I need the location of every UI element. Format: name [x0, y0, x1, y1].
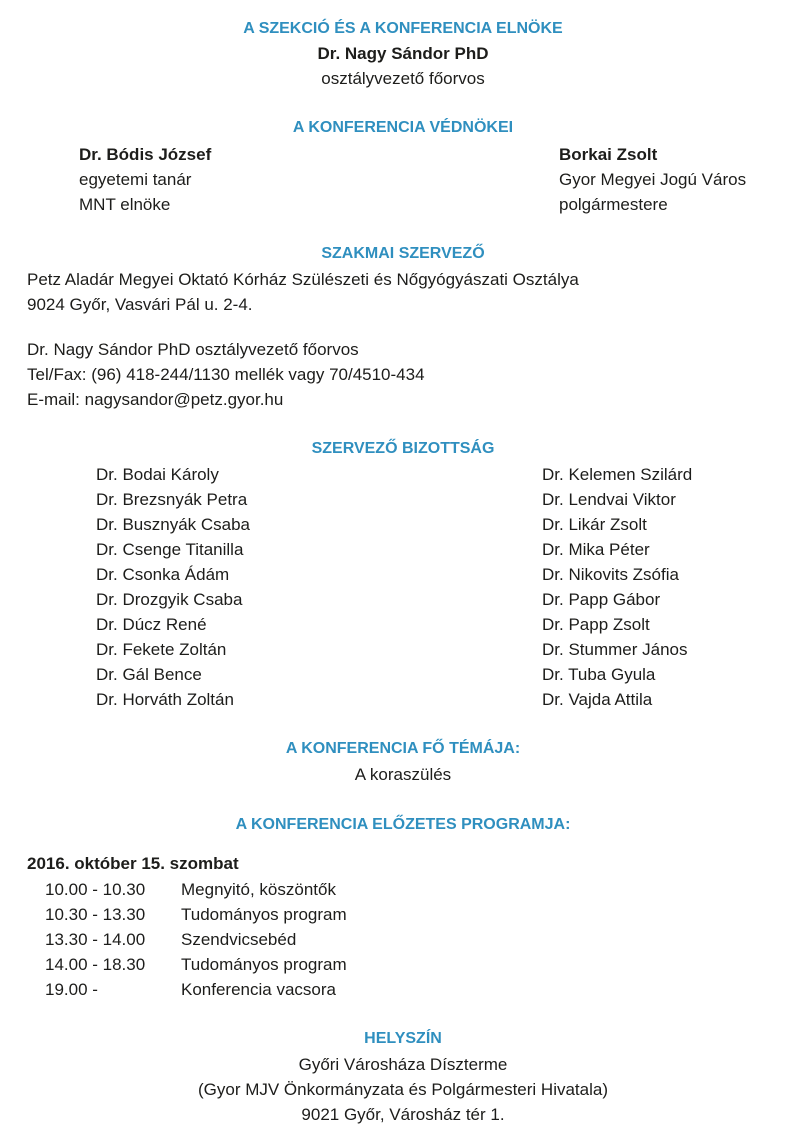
patron-right-line2: polgármestere — [559, 195, 668, 214]
committee-member: Dr. Horváth Zoltán — [96, 690, 234, 709]
organizer-email: E-mail: nagysandor@petz.gyor.hu — [27, 390, 284, 409]
program-row — [0, 956, 800, 976]
committee-member: Dr. Dúcz René — [96, 615, 207, 634]
program-time: 13.30 - 14.00 — [45, 930, 146, 949]
program-desc: Tudományos program — [181, 955, 347, 974]
theme-heading: A KONFERENCIA FŐ TÉMÁJA: — [285, 740, 521, 757]
organizer-line1: Petz Aladár Megyei Oktató Kórház Szülészeti és Nőgyógyászati Osztálya — [27, 270, 579, 289]
president-name: Dr. Nagy Sándor PhD — [317, 44, 489, 63]
committee-member: Dr. Tuba Gyula — [542, 665, 656, 684]
program-date: 2016. október 15. szombat — [27, 854, 239, 873]
patron-left-line1: egyetemi tanár — [79, 170, 192, 189]
committee-member: Dr. Csonka Ádám — [96, 565, 230, 584]
program-desc: Szendvicsebéd — [181, 930, 297, 949]
patron-left-name: Dr. Bódis József — [79, 145, 212, 164]
program-desc: Konferencia vacsora — [181, 980, 336, 999]
venue-line2: (Gyor MJV Önkormányzata és Polgármesteri Hivatala) — [197, 1080, 609, 1099]
committee-member: Dr. Lendvai Viktor — [542, 490, 676, 509]
organizer-contact-name: Dr. Nagy Sándor PhD osztályvezető főorvos — [27, 340, 359, 359]
committee-member: Dr. Papp Gábor — [542, 590, 661, 609]
committee-member: Dr. Vajda Attila — [542, 690, 653, 709]
committee-member: Dr. Mika Péter — [542, 540, 650, 559]
program-desc: Megnyitó, köszöntők — [181, 880, 336, 899]
program-row — [0, 981, 800, 1001]
venue-line1: Győri Városháza Díszterme — [298, 1055, 508, 1074]
committee-heading: SZERVEZŐ BIZOTTSÁG — [311, 440, 495, 457]
committee-member: Dr. Papp Zsolt — [542, 615, 650, 634]
committee-right-list — [542, 466, 692, 716]
program-row — [0, 881, 800, 901]
committee-member: Dr. Brezsnyák Petra — [96, 490, 248, 509]
program-desc: Tudományos program — [181, 905, 347, 924]
program-time: 10.30 - 13.30 — [45, 905, 146, 924]
committee-member: Dr. Drozgyik Csaba — [96, 590, 243, 609]
committee-member: Dr. Stummer János — [542, 640, 688, 659]
program-row — [0, 931, 800, 951]
program-heading: A KONFERENCIA ELŐZETES PROGRAMJA: — [235, 816, 571, 833]
committee-left-list — [96, 466, 250, 716]
organizer-heading: SZAKMAI SZERVEZŐ — [321, 245, 485, 262]
patron-right-name: Borkai Zsolt — [559, 145, 658, 164]
committee-member: Dr. Csenge Titanilla — [96, 540, 244, 559]
committee-member: Dr. Busznyák Csaba — [96, 515, 251, 534]
committee-member: Dr. Likár Zsolt — [542, 515, 647, 534]
organizer-line2: 9024 Győr, Vasvári Pál u. 2-4. — [27, 295, 253, 314]
committee-member: Dr. Bodai Károly — [96, 465, 219, 484]
president-heading: A SZEKCIÓ ÉS A KONFERENCIA ELNÖKE — [243, 20, 563, 37]
organizer-telfax: Tel/Fax: (96) 418-244/1130 mellék vagy 70/4510-434 — [27, 365, 425, 384]
committee-member: Dr. Kelemen Szilárd — [542, 465, 693, 484]
venue-heading: HELYSZÍN — [364, 1030, 442, 1047]
patrons-heading: A KONFERENCIA VÉDNÖKEI — [292, 119, 514, 136]
patron-left-line2: MNT elnöke — [79, 195, 171, 214]
program-time: 10.00 - 10.30 — [45, 880, 146, 899]
program-row — [0, 906, 800, 926]
patron-right-line1: Gyor Megyei Jogú Város — [559, 170, 747, 189]
program-time: 14.00 - 18.30 — [45, 955, 146, 974]
committee-member: Dr. Gál Bence — [96, 665, 202, 684]
program-time: 19.00 - — [45, 980, 98, 999]
venue-line3: 9021 Győr, Városház tér 1. — [301, 1105, 505, 1124]
theme-text: A koraszülés — [354, 765, 452, 784]
committee-member: Dr. Fekete Zoltán — [96, 640, 227, 659]
committee-member: Dr. Nikovits Zsófia — [542, 565, 679, 584]
president-title: osztályvezető főorvos — [321, 69, 485, 88]
